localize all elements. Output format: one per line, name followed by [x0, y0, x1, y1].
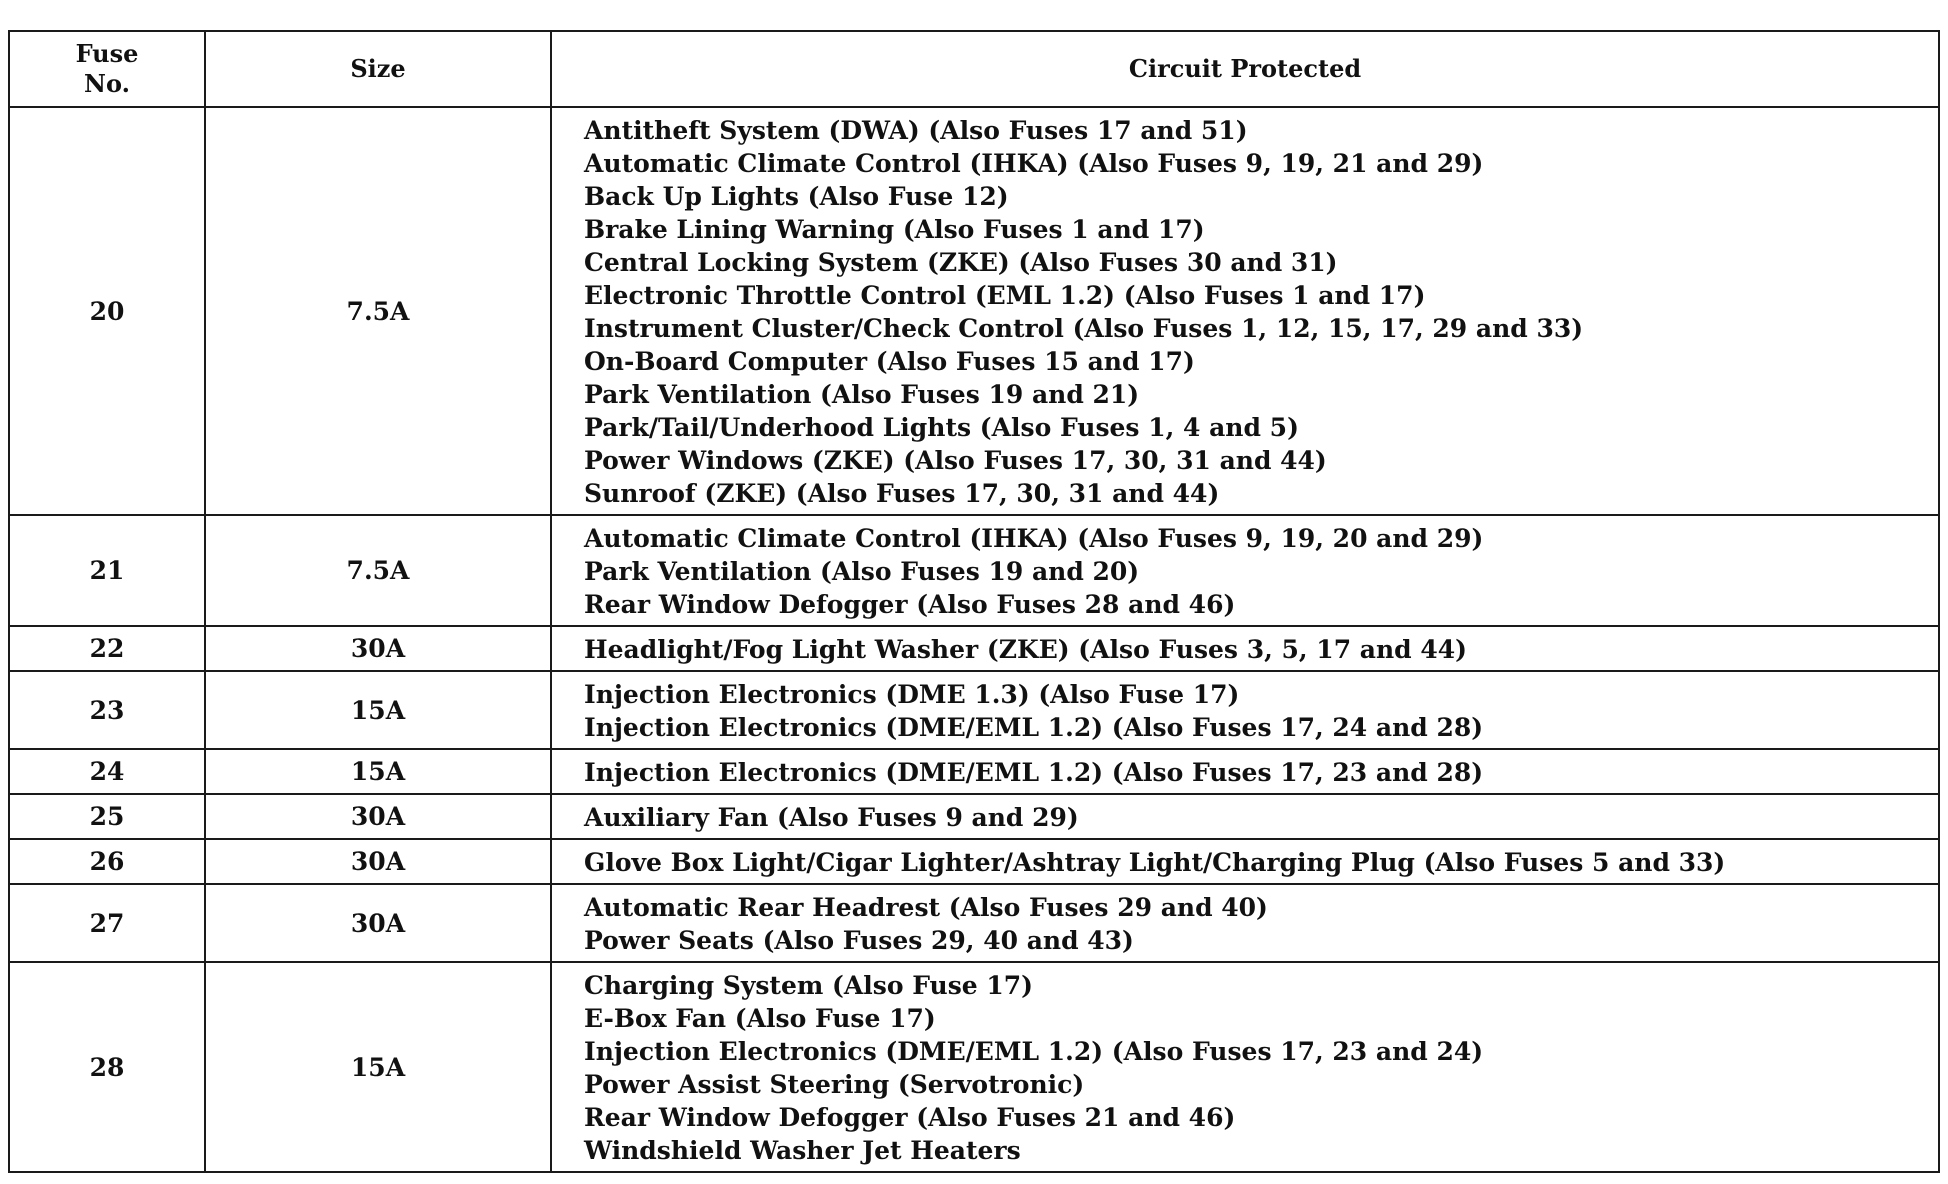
circuit-item: Back Up Lights (Also Fuse 12) — [584, 182, 1009, 211]
fuse-number-cell: 22 — [9, 626, 205, 671]
table-row — [9, 671, 1939, 749]
fuse-size-cell: 30A — [205, 794, 551, 839]
circuit-list — [584, 114, 1938, 510]
circuit-item: Electronic Throttle Control (EML 1.2) (Also Fuses 1 and 17) — [584, 281, 1426, 310]
circuit-item: Injection Electronics (DME/EML 1.2) (Also Fuses 17, 24 and 28) — [584, 713, 1484, 742]
circuit-item: Injection Electronics (DME/EML 1.2) (Also Fuses 17, 23 and 28) — [584, 758, 1484, 787]
circuit-item: Glove Box Light/Cigar Lighter/Ashtray Light/Charging Plug (Also Fuses 5 and 33) — [584, 848, 1726, 877]
table-row — [9, 962, 1939, 1172]
circuit-item: Park/Tail/Underhood Lights (Also Fuses 1, 4 and 5) — [584, 413, 1299, 442]
circuit-list — [584, 801, 1938, 834]
circuit-cell — [551, 107, 1939, 515]
circuit-cell — [551, 794, 1939, 839]
circuit-list — [584, 633, 1938, 666]
fuse-size-cell: 30A — [205, 839, 551, 884]
circuit-cell — [551, 749, 1939, 794]
circuit-list — [584, 969, 1938, 1167]
circuit-cell — [551, 671, 1939, 749]
table-row — [9, 884, 1939, 962]
circuit-item: Rear Window Defogger (Also Fuses 21 and 46) — [584, 1103, 1236, 1132]
fuse-number-cell: 24 — [9, 749, 205, 794]
circuit-item: Park Ventilation (Also Fuses 19 and 20) — [584, 557, 1140, 586]
circuit-cell — [551, 515, 1939, 626]
header-fuse-no — [9, 31, 205, 107]
header-size: Size — [205, 31, 551, 107]
circuit-item: Automatic Rear Headrest (Also Fuses 29 and 40) — [584, 893, 1268, 922]
fuse-table — [8, 30, 1940, 1173]
circuit-item: Antitheft System (DWA) (Also Fuses 17 and 51) — [584, 116, 1248, 145]
fuse-number-cell: 25 — [9, 794, 205, 839]
fuse-number-cell: 20 — [9, 107, 205, 515]
circuit-item: Injection Electronics (DME/EML 1.2) (Also Fuses 17, 23 and 24) — [584, 1037, 1484, 1066]
fuse-size-cell: 15A — [205, 962, 551, 1172]
circuit-item: Automatic Climate Control (IHKA) (Also Fuses 9, 19, 21 and 29) — [584, 149, 1484, 178]
table-row — [9, 794, 1939, 839]
circuit-item: Headlight/Fog Light Washer (ZKE) (Also Fuses 3, 5, 17 and 44) — [584, 635, 1467, 664]
header-fuse-no-line1: Fuse — [75, 39, 139, 68]
header-circuit-protected: Circuit Protected — [551, 31, 1939, 107]
table-row — [9, 749, 1939, 794]
header-fuse-no-line2: No. — [84, 69, 130, 98]
table-row — [9, 107, 1939, 515]
circuit-cell — [551, 839, 1939, 884]
circuit-item: Rear Window Defogger (Also Fuses 28 and 46) — [584, 590, 1236, 619]
table-row — [9, 626, 1939, 671]
fuse-number-cell: 26 — [9, 839, 205, 884]
circuit-item: E-Box Fan (Also Fuse 17) — [584, 1004, 936, 1033]
circuit-list — [584, 522, 1938, 621]
circuit-list — [584, 846, 1938, 879]
circuit-list — [584, 756, 1938, 789]
circuit-item: Power Assist Steering (Servotronic) — [584, 1070, 1085, 1099]
table-row — [9, 515, 1939, 626]
circuit-item: Injection Electronics (DME 1.3) (Also Fuse 17) — [584, 680, 1240, 709]
circuit-item: Charging System (Also Fuse 17) — [584, 971, 1034, 1000]
circuit-item: Park Ventilation (Also Fuses 19 and 21) — [584, 380, 1140, 409]
circuit-list — [584, 678, 1938, 744]
fuse-size-cell: 30A — [205, 626, 551, 671]
table-row — [9, 839, 1939, 884]
fuse-number-cell: 21 — [9, 515, 205, 626]
circuit-item: Power Seats (Also Fuses 29, 40 and 43) — [584, 926, 1134, 955]
circuit-item: Power Windows (ZKE) (Also Fuses 17, 30, 31 and 44) — [584, 446, 1327, 475]
circuit-item: Sunroof (ZKE) (Also Fuses 17, 30, 31 and 44) — [584, 479, 1220, 508]
fuse-size-cell: 30A — [205, 884, 551, 962]
circuit-cell — [551, 962, 1939, 1172]
fuse-number-cell: 27 — [9, 884, 205, 962]
circuit-cell — [551, 626, 1939, 671]
circuit-item: Windshield Washer Jet Heaters — [584, 1136, 1021, 1165]
circuit-item: Instrument Cluster/Check Control (Also Fuses 1, 12, 15, 17, 29 and 33) — [584, 314, 1584, 343]
circuit-item: Automatic Climate Control (IHKA) (Also Fuses 9, 19, 20 and 29) — [584, 524, 1484, 553]
fuse-number-cell: 28 — [9, 962, 205, 1172]
table-header — [9, 31, 1939, 107]
fuse-size-cell: 15A — [205, 671, 551, 749]
table-body — [9, 107, 1939, 1172]
circuit-list — [584, 891, 1938, 957]
circuit-item: Brake Lining Warning (Also Fuses 1 and 17) — [584, 215, 1205, 244]
fuse-size-cell: 15A — [205, 749, 551, 794]
fuse-size-cell: 7.5A — [205, 107, 551, 515]
circuit-item: On-Board Computer (Also Fuses 15 and 17) — [584, 347, 1195, 376]
circuit-item: Central Locking System (ZKE) (Also Fuses 30 and 31) — [584, 248, 1338, 277]
circuit-cell — [551, 884, 1939, 962]
circuit-item: Auxiliary Fan (Also Fuses 9 and 29) — [584, 803, 1079, 832]
fuse-number-cell: 23 — [9, 671, 205, 749]
header-row — [9, 31, 1939, 107]
fuse-size-cell: 7.5A — [205, 515, 551, 626]
